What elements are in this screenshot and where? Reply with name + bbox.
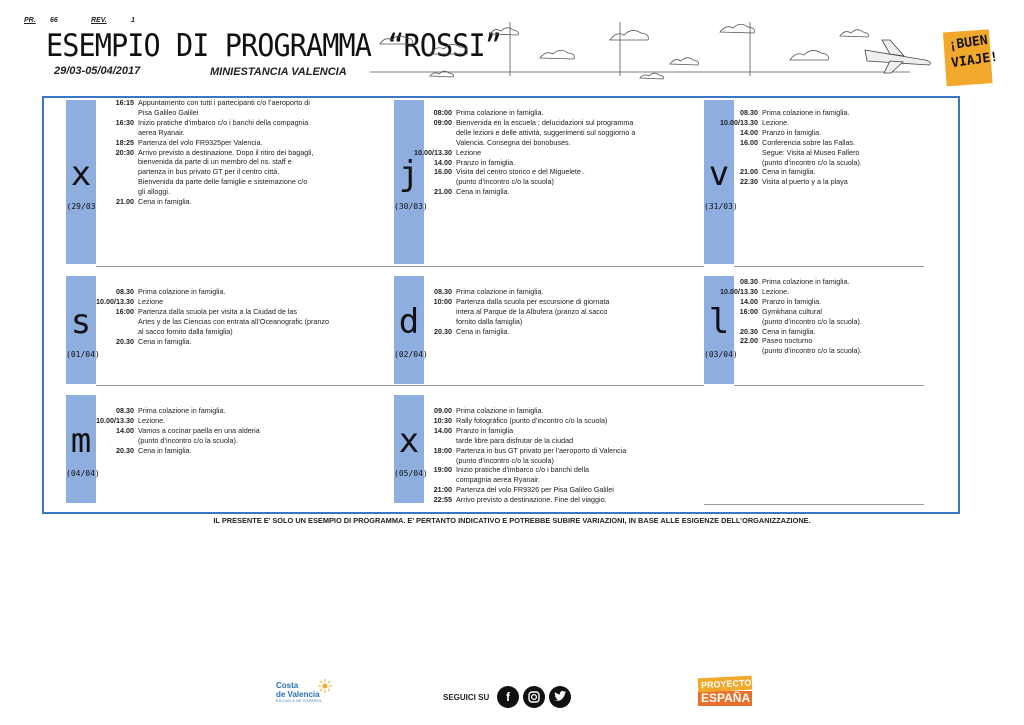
schedule-item xyxy=(402,426,702,436)
schedule-text: Inizio pratiche d’imbarco c/o i banchi della xyxy=(456,465,590,475)
day-schedule xyxy=(84,98,374,207)
day-schedule xyxy=(708,277,948,356)
schedule-text: Artes y de las Ciencias con entrata all’Oceanografic (pranzo xyxy=(138,316,329,326)
schedule-time: 16:30 xyxy=(115,117,134,127)
schedule-text: Pisa Galileo Galilei xyxy=(138,107,199,117)
day-date: (30/03) xyxy=(394,202,428,211)
day-date: (01/04) xyxy=(66,350,100,359)
schedule-item xyxy=(402,307,702,317)
schedule-text: Cena in famiglia. xyxy=(762,167,816,177)
schedule-item xyxy=(84,187,374,197)
schedule-time xyxy=(84,177,138,187)
schedule-item xyxy=(708,177,948,187)
schedule-time xyxy=(708,346,762,356)
schedule-text: Lezione xyxy=(138,296,164,306)
schedule-text: Cena in famiglia. xyxy=(456,187,510,197)
schedule-text: Lezione. xyxy=(762,117,790,127)
schedule-time xyxy=(402,138,456,148)
schedule-item xyxy=(84,177,374,187)
schedule-item xyxy=(402,317,702,327)
schedule-text: Partenza del volo FR9325per Valencia. xyxy=(138,137,263,147)
schedule-item xyxy=(402,446,702,456)
schedule-time: 21.00 xyxy=(740,167,758,177)
sun-icon xyxy=(318,679,332,693)
schedule-time: 14.00 xyxy=(434,157,452,167)
schedule-text: Arrivo previsto a destinazione. Dopo il ritiro dei bagagli, xyxy=(138,147,314,157)
schedule-time xyxy=(708,158,762,168)
schedule-time xyxy=(402,307,456,317)
day-date: (31/03) xyxy=(704,202,738,211)
schedule-item xyxy=(402,465,702,475)
schedule-time: 10.00/13.30 xyxy=(96,296,134,306)
day-letter: s xyxy=(70,302,92,342)
schedule-time: 09.00 xyxy=(434,406,452,415)
schedule-text: Cena in famiglia. xyxy=(456,326,510,336)
schedule-time: 10.00/13.30 xyxy=(414,147,452,157)
divider-line xyxy=(734,266,924,267)
schedule-text: Pranzo in famiglia. xyxy=(762,296,822,306)
divider-line xyxy=(424,266,704,267)
program-subtitle: MINIESTANCIA VALENCIA xyxy=(210,66,347,78)
schedule-text: (punto d’incontro c/o la scuola). xyxy=(762,157,862,167)
schedule-time: 20.30 xyxy=(116,336,134,346)
schedule-item xyxy=(402,148,702,158)
schedule-item xyxy=(84,148,374,158)
schedule-text: (punto d’incontro c/o la scuola) xyxy=(456,455,554,465)
schedule-text: Prima colazione in famiglia. xyxy=(138,406,226,415)
schedule-text: Cena in famiglia. xyxy=(138,336,192,346)
schedule-text: Lezione xyxy=(456,147,482,157)
schedule-text: Prima colazione in famiglia. xyxy=(456,406,544,415)
schedule-text: (punto d’incontro c/o la scuola). xyxy=(138,435,238,445)
schedule-time: 16:00 xyxy=(115,306,134,316)
schedule-time: 21:00 xyxy=(433,485,452,495)
day-date: (03/04) xyxy=(704,350,738,359)
schedule-item xyxy=(84,118,374,128)
schedule-item xyxy=(402,327,702,337)
schedule-time xyxy=(84,128,138,138)
schedule-time: 21.00 xyxy=(116,197,134,207)
schedule-time: 14.00 xyxy=(434,425,452,435)
divider-line xyxy=(734,385,924,386)
schedule-time xyxy=(402,475,456,485)
schedule-time: 22.30 xyxy=(740,177,758,187)
pr-value: 66 xyxy=(50,17,58,24)
schedule-time: 08.30 xyxy=(740,277,758,286)
schedule-item xyxy=(84,98,374,108)
schedule-time xyxy=(708,317,762,327)
schedule-time xyxy=(84,317,138,327)
schedule-time: 08:00 xyxy=(433,108,452,117)
schedule-text: Cena in famiglia. xyxy=(762,326,816,336)
day-date: (04/04) xyxy=(66,469,100,478)
schedule-time xyxy=(402,436,456,446)
schedule-text: Pranzo in famiglia. xyxy=(762,127,822,137)
schedule-time xyxy=(402,128,456,138)
schedule-time: 19:00 xyxy=(433,465,452,475)
schedule-item xyxy=(84,297,374,307)
day-letter: l xyxy=(708,302,730,342)
schedule-time: 22.00 xyxy=(740,336,758,346)
schedule-item xyxy=(708,118,948,128)
schedule-text: bienvenida da parte di un membro del ns. staff e xyxy=(138,157,292,167)
schedule-text: (punto d’incontro c/o la scuola) xyxy=(456,177,554,187)
schedule-time: 20:30 xyxy=(115,147,134,157)
schedule-item xyxy=(402,416,702,426)
schedule-text: Bienvenida en la escuela ; delucidazioni sul programma xyxy=(456,117,634,127)
schedule-time: 10:30 xyxy=(433,415,452,425)
schedule-time: 18:00 xyxy=(433,445,452,455)
schedule-time xyxy=(84,157,138,167)
day-date: (02/04) xyxy=(394,350,428,359)
schedule-text: Rally fotográfico (punto d’incontro c/o la scuola) xyxy=(456,415,608,425)
schedule-item xyxy=(708,158,948,168)
schedule-item xyxy=(402,297,702,307)
costa-de-valencia-logo: Costa de Valencia ESCUELA DE ESPAÑOL xyxy=(276,681,322,703)
page-title: ESEMPIO DI PROGRAMMA “ROSSI” xyxy=(46,28,502,64)
schedule-item xyxy=(402,287,702,297)
schedule-item xyxy=(402,485,702,495)
schedule-text: aerea Ryanair. xyxy=(138,127,185,137)
schedule-item xyxy=(708,287,948,297)
schedule-text: compagnia aerea Ryanair. xyxy=(456,475,540,485)
schedule-text: Conferencia sobre las Fallas. xyxy=(762,137,856,147)
day-schedule xyxy=(708,108,948,187)
schedule-item xyxy=(84,327,374,337)
schedule-text: Gymkhana cultural xyxy=(762,306,822,316)
schedule-item xyxy=(84,138,374,148)
day-schedule xyxy=(84,287,374,346)
schedule-time: 18:25 xyxy=(115,137,134,147)
schedule-time xyxy=(402,177,456,187)
day-letter: x xyxy=(398,421,420,461)
schedule-text: Prima colazione in famiglia. xyxy=(456,287,544,296)
schedule-item xyxy=(708,148,948,158)
schedule-text: Visita del centro storico e del Miguelete . xyxy=(456,167,585,177)
schedule-text: Partenza del volo FR9326 per Pisa Galileo Galilei xyxy=(456,485,614,495)
schedule-time: 08.30 xyxy=(116,406,134,415)
schedule-text: gli alloggi. xyxy=(138,187,170,197)
schedule-text: Arrivo previsto a destinazione. Fine del viaggio. xyxy=(456,495,607,505)
schedule-item xyxy=(84,287,374,297)
schedule-time: 08.30 xyxy=(116,287,134,296)
schedule-item xyxy=(84,426,374,436)
schedule-text: Prima colazione in famiglia. xyxy=(762,108,850,117)
schedule-time: 16:15 xyxy=(115,98,134,107)
schedule-item xyxy=(84,108,374,118)
schedule-text: Prima colazione in famiglia. xyxy=(138,287,226,296)
schedule-item xyxy=(708,346,948,356)
schedule-text: Bienvenida da parte delle famiglie e sistemazione c/o xyxy=(138,177,308,187)
schedule-item xyxy=(402,118,702,128)
schedule-time xyxy=(84,327,138,337)
schedule-item xyxy=(84,436,374,446)
day-date: (29/03 xyxy=(66,202,96,211)
schedule-text: Segue: Visita al Museo Fallero xyxy=(762,147,860,157)
schedule-text: Prima colazione in famiglia. xyxy=(762,277,850,286)
schedule-time: 22:55 xyxy=(433,495,452,505)
schedule-time xyxy=(708,148,762,158)
schedule-text: Prima colazione in famiglia. xyxy=(456,108,544,117)
day-letter: m xyxy=(70,421,92,461)
schedule-text: Lezione. xyxy=(138,415,166,425)
schedule-item xyxy=(708,138,948,148)
schedule-item xyxy=(402,456,702,466)
schedule-text: Pranzo in famiglia. xyxy=(456,157,516,167)
schedule-item xyxy=(84,317,374,327)
schedule-time xyxy=(402,317,456,327)
divider-line xyxy=(96,385,426,386)
schedule-item xyxy=(84,337,374,347)
schedule-time: 16.00 xyxy=(434,167,452,177)
schedule-text: al sacco fornito dalla famiglia) xyxy=(138,326,233,336)
disclaimer: IL PRESENTE E’ SOLO UN ESEMPIO DI PROGRAMMA. E’ PERTANTO INDICATIVO E POTREBBE SUBIRE VARIAZIONI, IN BASE ALLE ESIGENZE DELL’ORGANIZZAZIONE. xyxy=(213,516,811,525)
schedule-item xyxy=(708,167,948,177)
schedule-time xyxy=(84,436,138,446)
schedule-text: Lezione. xyxy=(762,286,790,296)
schedule-text: Inizio pratiche d’imbarco c/o i banchi della compagnia xyxy=(138,117,309,127)
schedule-item xyxy=(708,307,948,317)
day-schedule xyxy=(402,406,702,505)
schedule-text: Partenza dalla scuola per visita a la Ciudad de las xyxy=(138,306,298,316)
day-letter: v xyxy=(708,154,730,194)
schedule-text: (punto d’incontro c/o la scuola). xyxy=(762,346,862,356)
schedule-time xyxy=(84,167,138,177)
schedule-time xyxy=(84,187,138,197)
airplane-icon xyxy=(865,40,930,73)
schedule-time: 20.30 xyxy=(116,445,134,455)
schedule-item xyxy=(402,167,702,177)
schedule-text: Appuntamento con tutti i partecipanti c/o l’aeroporto di xyxy=(138,98,310,107)
schedule-item xyxy=(84,307,374,317)
schedule-text: delle lezioni e delle attività, suggerimenti sul soggiorno a xyxy=(456,127,636,137)
schedule-time: 20.30 xyxy=(740,326,758,336)
schedule-time: 08.30 xyxy=(740,108,758,117)
day-date: (05/04) xyxy=(394,469,428,478)
schedule-item xyxy=(402,108,702,118)
schedule-time xyxy=(84,108,138,118)
schedule-item xyxy=(708,336,948,346)
schedule-time: 21.00 xyxy=(434,187,452,197)
schedule-time: 14.00 xyxy=(116,425,134,435)
day-letter: x xyxy=(70,154,92,194)
schedule-item xyxy=(402,406,702,416)
schedule-item xyxy=(708,297,948,307)
divider-line xyxy=(96,266,426,267)
divider-line xyxy=(704,504,924,505)
schedule-item xyxy=(84,406,374,416)
schedule-text: Pranzo in famiglia xyxy=(456,425,514,435)
day-letter: d xyxy=(398,302,420,342)
schedule-text: Partenza dalla scuola per escursione di giornata xyxy=(456,296,610,306)
schedule-item xyxy=(708,277,948,287)
schedule-text: Partenza in bus GT privato per l’aeroporto di Valencia xyxy=(456,445,627,455)
schedule-time xyxy=(402,456,456,466)
schedule-time: 09:00 xyxy=(433,117,452,127)
divider-line xyxy=(424,385,704,386)
schedule-text: intera al Parque de la Albufera (pranzo al sacco xyxy=(456,306,608,316)
schedule-time: 10.00/13.30 xyxy=(720,286,758,296)
schedule-text: Cena in famiglia. xyxy=(138,445,192,455)
schedule-item xyxy=(84,197,374,207)
instagram-icon[interactable] xyxy=(523,686,545,708)
schedule-time: 10.00/13.30 xyxy=(720,117,758,127)
day-schedule xyxy=(84,406,374,456)
schedule-text: partenza in bus privato GT per il centro città. xyxy=(138,167,280,177)
day-schedule xyxy=(402,108,702,197)
schedule-item xyxy=(402,495,702,505)
follow-us-label: SEGUICI SU xyxy=(443,693,490,702)
schedule-item xyxy=(402,158,702,168)
schedule-item xyxy=(402,436,702,446)
program-dates: 29/03-05/04/2017 xyxy=(54,65,141,77)
schedule-time: 16:00 xyxy=(739,306,758,316)
schedule-text: Valencia. Consegna dei bonobuses. xyxy=(456,137,571,147)
schedule-item xyxy=(708,108,948,118)
schedule-item xyxy=(402,128,702,138)
day-letter: j xyxy=(398,154,420,194)
schedule-time: 20.30 xyxy=(434,326,452,336)
schedule-text: Cena in famiglia. xyxy=(138,197,192,207)
schedule-time: 10.00/13.30 xyxy=(96,415,134,425)
schedule-text: Vamos a cocinar paella en una alderia xyxy=(138,425,260,435)
pr-label: PR. xyxy=(24,17,36,24)
schedule-item xyxy=(708,327,948,337)
schedule-item xyxy=(402,138,702,148)
schedule-text: fornito dalla famiglia) xyxy=(456,316,523,326)
day-schedule xyxy=(402,287,702,337)
schedule-time: 14.00 xyxy=(740,127,758,137)
rev-value: 1 xyxy=(131,17,135,24)
schedule-item xyxy=(708,128,948,138)
schedule-text: Visita al puerto y a la playa xyxy=(762,177,848,187)
proyecto-espana-logo: PROYECTO ESPAÑA xyxy=(698,677,754,707)
schedule-text: Paseo nocturno xyxy=(762,336,813,346)
schedule-item xyxy=(84,167,374,177)
schedule-item xyxy=(402,187,702,197)
schedule-text: tarde libre para disfrutar de la ciudad xyxy=(456,435,574,445)
schedule-item xyxy=(708,317,948,327)
schedule-item xyxy=(402,177,702,187)
schedule-item xyxy=(84,416,374,426)
schedule-time: 14.00 xyxy=(740,296,758,306)
schedule-time: 08.30 xyxy=(434,287,452,296)
schedule-text: (punto d’incontro c/o la scuola). xyxy=(762,316,862,326)
rev-label: REV. xyxy=(91,17,107,24)
schedule-item xyxy=(402,475,702,485)
buen-viaje-banner: ¡BUEN VIAJE! xyxy=(948,31,1000,73)
schedule-time: 10:00 xyxy=(433,296,452,306)
schedule-time: 16.00 xyxy=(740,137,758,147)
sky-illustration xyxy=(370,14,990,86)
facebook-icon[interactable]: f xyxy=(497,686,519,708)
twitter-icon[interactable] xyxy=(549,686,571,708)
schedule-item xyxy=(84,128,374,138)
schedule-item xyxy=(84,157,374,167)
schedule-item xyxy=(84,446,374,456)
